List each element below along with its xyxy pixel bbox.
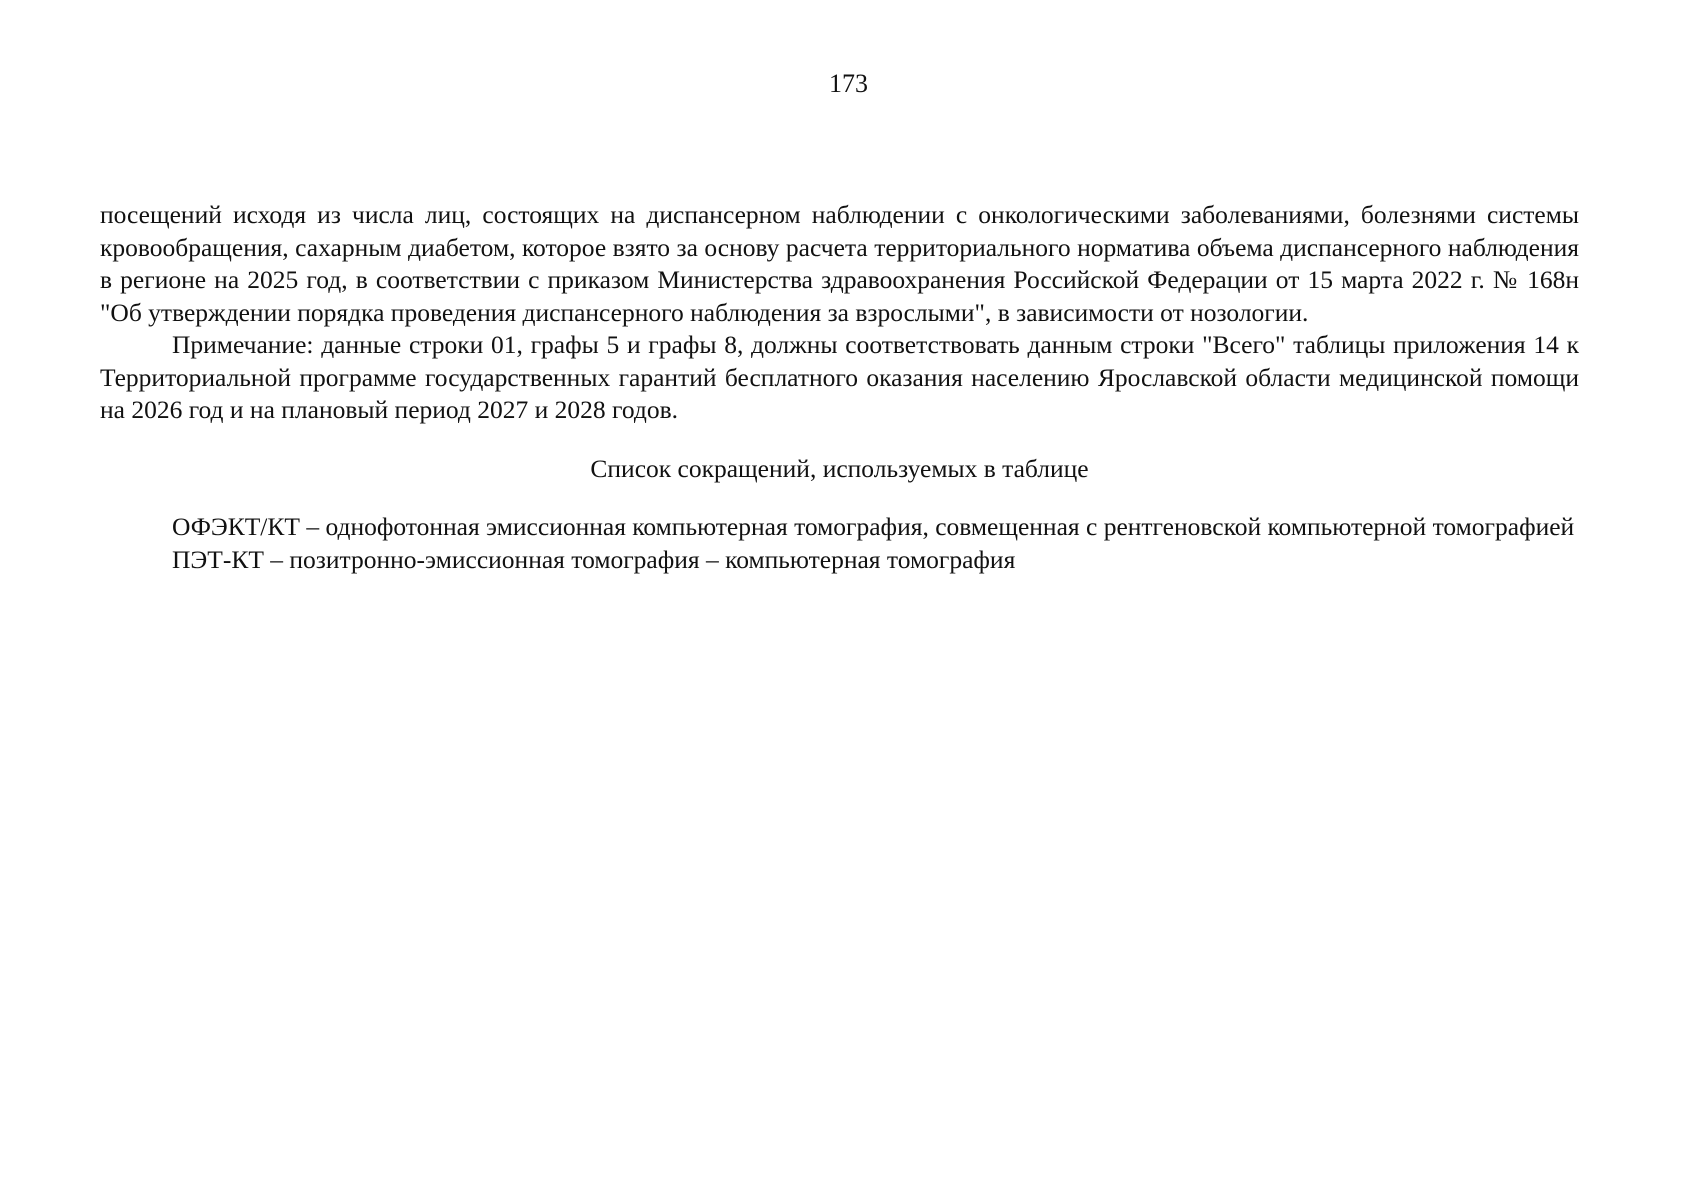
paragraph-note: Примечание: данные строки 01, графы 5 и графы 8, должны соответствовать данным строки "Всего" таблицы приложения 14 к Территориальной программе государственных гарантий бесплатного оказания населению Ярославской области медицинской помощи на 2026 год и на плановый период 2027 и 2028 годов.: [100, 330, 1579, 424]
abbreviation-ofekt-kt: ОФЭКТ/КТ – однофотонная эмиссионная компьютерная томография, совмещенная с рентгеновской компьютерной томографией: [172, 512, 1575, 541]
abbreviation-pet-kt: ПЭТ-КТ – позитронно-эмиссионная томография – компьютерная томография: [172, 544, 1016, 574]
paragraph-continuation: посещений исходя из числа лиц, состоящих на диспансерном наблюдении с онкологическими заболеваниями, болезнями системы кровообращения, сахарным диабетом, которое взято за основу расчета территориального норматива объема диспансерного наблюдения в регионе на 2025 год, в соответствии с приказом Министерства здравоохранения Российской Федерации от 15 марта 2022 г. № 168н "Об утверждении порядка проведения диспансерного наблюдения за взрослыми", в зависимости от нозологии.: [100, 200, 1579, 327]
document-body: [100, 199, 1579, 576]
page-number: 173: [829, 69, 868, 98]
abbreviations-heading: Список сокращений, используемых в таблице: [590, 453, 1089, 483]
